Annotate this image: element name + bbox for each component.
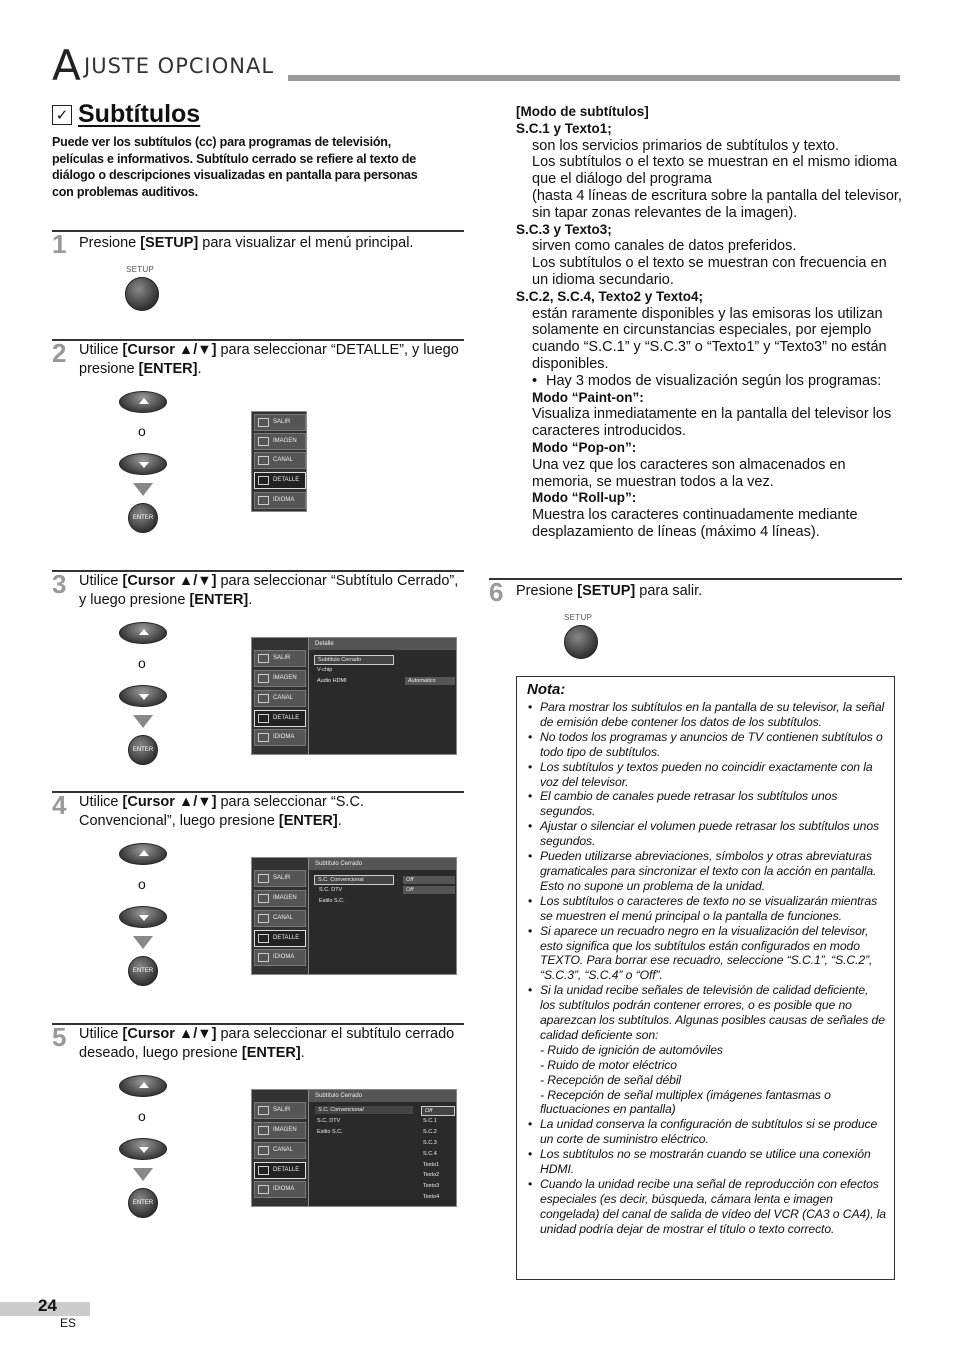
note-item: • Ajustar o silenciar el volumen puede retrasar los subtítulos unos segundos. xyxy=(527,819,886,849)
roll-up-title: Modo “Roll-up”: xyxy=(532,490,637,506)
intro-text: Puede ver los subtítulos (cc) para programas de televisión, películas e informativos. Subtítulo cerrado se refiere al texto de diálogo o descripciones visualizadas en pantalla para personas con problemas auditivos. xyxy=(52,135,418,199)
tv-menu-cc-options xyxy=(251,1089,457,1207)
note-item: • El cambio de canales puede retrasar los subtítulos unos segundos. xyxy=(527,789,886,819)
menu-item-idioma: IDIOMA xyxy=(254,492,306,509)
exit-icon xyxy=(258,874,269,883)
note-item: • Para mostrar los subtítulos en la pantalla de su televisor, la señal de emisión debe contener los datos de los subtítulos. xyxy=(527,700,886,730)
sc2-text: están raramente disponibles y las emisoras los utilizan solamente en circunstancias especiales, por ejemplo cuando “S.C.1” y “S.C.3” o “Texto1” y “Texto3” no están disponibles. xyxy=(532,305,887,372)
panel-row: S.C. Convencional xyxy=(315,1106,413,1114)
panel-title: Detalle xyxy=(309,638,456,650)
channel-icon xyxy=(258,914,269,923)
picture-icon xyxy=(258,674,269,683)
panel-row: Subtítulo Cerrado xyxy=(314,655,394,665)
sc1-text: Los subtítulos o el texto se muestran en el mismo idioma que el diálogo del programa xyxy=(532,154,898,188)
arrow-down-icon xyxy=(133,1168,153,1181)
menu-item-imagen: IMAGEN xyxy=(254,670,306,687)
exit-icon xyxy=(258,1106,269,1115)
note-cause: - Recepción de señal multiplex (imágenes fantasmas o fluctuaciones en pantalla) xyxy=(540,1087,831,1117)
menu-item-canal: CANAL xyxy=(254,452,306,469)
step-text: Utilice [Cursor ▲/▼] para seleccionar el subtítulo cerrado deseado, luego presione [ENTER]. xyxy=(79,1026,455,1061)
roll-up-text: Muestra los caracteres continuadamente mediante desplazamiento de líneas (máximo 4 líneas). xyxy=(532,507,858,540)
cc-option: S.C.1 xyxy=(423,1118,437,1124)
cursor-up-icon xyxy=(119,1075,167,1097)
cursor-down-icon xyxy=(119,1138,167,1160)
step-number: 1 xyxy=(52,229,67,259)
modes-title: [Modo de subtítulos] xyxy=(516,104,649,119)
panel-row: Estilo S.C. xyxy=(317,1129,343,1135)
page-language: ES xyxy=(60,1316,77,1330)
note-cause: - Ruido de ignición de automóviles xyxy=(540,1042,723,1057)
channel-icon xyxy=(258,1146,269,1155)
section-title xyxy=(52,100,200,129)
or-label: o xyxy=(138,876,146,892)
detail-icon xyxy=(258,1166,269,1175)
step-number: 5 xyxy=(52,1022,67,1052)
menu-item-idioma: IDIOMA xyxy=(254,729,306,746)
note-list xyxy=(527,700,886,1237)
cursor-down-icon xyxy=(119,906,167,928)
menu-item-salir: SALIR xyxy=(254,414,306,431)
step-text: Presione [SETUP] para salir. xyxy=(516,583,703,599)
panel-value: Off xyxy=(403,876,455,884)
detail-icon xyxy=(258,714,269,723)
sc3-title: S.C.3 y Texto3; xyxy=(516,221,612,237)
pop-on-text: Una vez que los caracteres son almacenados en memoria, se muestran todos a la vez. xyxy=(532,456,846,490)
channel-icon xyxy=(258,694,269,703)
cc-option: Texto4 xyxy=(423,1194,440,1200)
picture-icon xyxy=(258,437,269,446)
header-rule xyxy=(288,75,900,81)
menu-item-canal: CANAL xyxy=(254,690,306,707)
menu-item-detalle: DETALLE xyxy=(254,472,306,489)
cc-option: Texto1 xyxy=(423,1162,440,1168)
channel-icon xyxy=(258,456,269,465)
menu-item-salir: SALIR xyxy=(254,870,306,887)
note-item: • Los subtítulos no se mostrarán cuando se utilice una conexión HDMI. xyxy=(527,1147,886,1177)
note-cause: - Ruido de motor eléctrico xyxy=(540,1057,677,1072)
note-item: • Pueden utilizarse abreviaciones, símbolos y otras abreviaturas gramaticales para sincronizar el texto con la acción en pantalla. Esto no supone un problema de la unidad. xyxy=(527,849,886,894)
cursor-down-icon xyxy=(119,453,167,475)
panel-value: Automático xyxy=(405,677,455,685)
tv-menu-cc xyxy=(251,857,457,975)
step-divider xyxy=(489,578,902,580)
cc-option: S.C.3 xyxy=(423,1140,437,1146)
header-initial: A xyxy=(52,41,81,90)
panel-title: Subtítulo Cerrado xyxy=(309,1090,456,1102)
note-item: • Si aparece un recuadro negro en la visualización del televisor, esto significa que los subtítulos están configurados en modo TEXTO. Para borrar ese recuadro, seleccione “S.C.1”, “S.C.2”, “S.C.3”, “S.C.4” o “Off”. xyxy=(527,924,886,984)
setup-label: SETUP xyxy=(126,265,155,274)
menu-item-idioma: IDIOMA xyxy=(254,949,306,966)
or-label: o xyxy=(138,655,146,671)
setup-button-icon xyxy=(125,277,159,311)
panel-title: Subtítulo Cerrado xyxy=(309,858,456,870)
sc2-title: S.C.2, S.C.4, Texto2 y Texto4; xyxy=(516,288,704,304)
menu-item-detalle: DETALLE xyxy=(254,1162,306,1179)
cursor-up-icon xyxy=(119,391,167,413)
step-text: Utilice [Cursor ▲/▼] para seleccionar “Subtítulo Cerrado”, y luego presione [ENTER]. xyxy=(79,573,459,608)
header-title: JUSTE OPCIONAL xyxy=(84,54,275,78)
menu-item-idioma: IDIOMA xyxy=(254,1181,306,1198)
note-item: • Cuando la unidad recibe una señal de reproducción con efectos especiales (es decir, búsqueda, cámara lenta e imagen congelada) del canal de salida de vídeo del VCR (CA3 o CA4), la unidad podría dejar de mostrar el título o texto correcto. xyxy=(527,1177,886,1237)
pop-on-title: Modo “Pop-on”: xyxy=(532,439,637,455)
enter-button-icon: ENTER xyxy=(128,503,158,533)
menu-item-imagen: IMAGEN xyxy=(254,1122,306,1139)
menu-item-imagen: IMAGEN xyxy=(254,433,306,450)
enter-button-icon: ENTER xyxy=(128,1188,158,1218)
detail-icon xyxy=(258,934,269,943)
note-cause: - Recepción de señal débil xyxy=(540,1072,682,1087)
menu-item-canal: CANAL xyxy=(254,1142,306,1159)
language-icon xyxy=(258,953,269,962)
cc-panel xyxy=(308,858,456,974)
step-number: 3 xyxy=(52,569,67,599)
sc3-text: Los subtítulos o el texto se muestran con frecuencia en un idioma secundario. xyxy=(532,255,887,288)
detalle-panel xyxy=(308,638,456,754)
language-icon xyxy=(258,733,269,742)
setup-button-icon xyxy=(564,625,598,659)
cc-option: S.C.4 xyxy=(423,1151,437,1157)
step-number: 2 xyxy=(52,338,67,368)
tv-menu-main xyxy=(251,411,307,512)
cursor-up-icon xyxy=(119,843,167,865)
menu-item-detalle: DETALLE xyxy=(254,930,306,947)
step-divider xyxy=(52,230,464,232)
step-number: 6 xyxy=(489,577,504,607)
panel-value: Off xyxy=(403,886,455,894)
menu-item-imagen: IMAGEN xyxy=(254,890,306,907)
paint-on-text: Visualiza inmediatamente en la pantalla del televisor los caracteres introducidos. xyxy=(532,406,892,440)
enter-button-icon: ENTER xyxy=(128,956,158,986)
language-icon xyxy=(258,496,269,505)
cc-option: S.C.2 xyxy=(423,1129,437,1135)
setup-label: SETUP xyxy=(564,613,593,622)
cursor-up-icon xyxy=(119,622,167,644)
paint-on-title: Modo “Paint-on”: xyxy=(532,389,644,405)
note-item: • Los subtítulos y textos pueden no coincidir exactamente con la voz del televisor. xyxy=(527,760,886,790)
exit-icon xyxy=(258,654,269,663)
picture-icon xyxy=(258,894,269,903)
sc1-text: (hasta 4 líneas de escritura sobre la pantalla del televisor, sin tapar zonas relevantes de la imagen). xyxy=(532,187,902,221)
cc-option: Off xyxy=(421,1106,455,1116)
cc-option: Texto2 xyxy=(423,1172,440,1178)
menu-item-salir: SALIR xyxy=(254,1102,306,1119)
tv-menu-detalle xyxy=(251,637,457,755)
note-item: • La unidad conserva la configuración de subtítulos si se produce un corte de suministro eléctrico. xyxy=(527,1117,886,1147)
cursor-down-icon xyxy=(119,685,167,707)
menu-item-canal: CANAL xyxy=(254,910,306,927)
cc-option: Texto3 xyxy=(423,1183,440,1189)
note-item: • Si la unidad recibe señales de televisión de calidad deficiente, los subtítulos podrán contener errores, o es posible que no aparezcan los subtítulos. Algunas posibles causas de señales de calidad deficiente son: - Ruido de ignición de automóviles - Ruido de motor eléctrico - Recepción de señal débil - Recepción de señal multiplex (imágenes fantasmas o fluctuaciones en pantalla) xyxy=(527,983,886,1117)
or-label: o xyxy=(138,1108,146,1124)
panel-row: Audio HDMI xyxy=(317,678,347,684)
step-number: 4 xyxy=(52,790,67,820)
step-text: Utilice [Cursor ▲/▼] para seleccionar “S.C. Convencional”, luego presione [ENTER]. xyxy=(79,794,364,829)
sc3-text: sirven como canales de datos preferidos. xyxy=(532,238,797,255)
section-title-text: Subtítulos xyxy=(78,100,201,128)
or-label: o xyxy=(138,423,146,439)
panel-row: Estilo S.C. xyxy=(319,898,345,904)
panel-row: S.C. Convencional xyxy=(314,875,394,885)
panel-row: S.C. DTV xyxy=(319,887,343,893)
arrow-down-icon xyxy=(133,715,153,728)
step-text: Utilice [Cursor ▲/▼] para seleccionar “DETALLE”, y luego presione [ENTER]. xyxy=(79,342,459,377)
arrow-down-icon xyxy=(133,936,153,949)
panel-row: V-chip xyxy=(317,667,333,673)
menu-item-salir: SALIR xyxy=(254,650,306,667)
menu-item-detalle: DETALLE xyxy=(254,710,306,727)
note-box xyxy=(516,676,895,1280)
sc1-text: son los servicios primarios de subtítulos y texto. xyxy=(532,137,840,154)
arrow-down-icon xyxy=(133,483,153,496)
note-title: Nota: xyxy=(527,681,566,698)
checkbox-icon: ✓ xyxy=(52,105,72,125)
sc1-title: S.C.1 y Texto1; xyxy=(516,120,612,136)
subtitle-modes xyxy=(516,104,906,541)
page-header xyxy=(52,41,902,90)
cc-options-panel xyxy=(308,1090,456,1206)
exit-icon xyxy=(258,418,269,427)
page-number: 24 xyxy=(38,1296,57,1315)
detail-icon xyxy=(258,476,269,485)
step-text: Presione [SETUP] para visualizar el menú principal. xyxy=(79,235,414,251)
enter-button-icon: ENTER xyxy=(128,735,158,765)
picture-icon xyxy=(258,1126,269,1135)
modes-bullet: • Hay 3 modos de visualización según los programas: xyxy=(516,373,906,390)
panel-row: S.C. DTV xyxy=(317,1118,341,1124)
note-item: • No todos los programas y anuncios de TV contienen subtítulos o todo tipo de subtítulos. xyxy=(527,730,886,760)
language-icon xyxy=(258,1185,269,1194)
note-item: • Los subtítulos o caracteres de texto no se visualizarán mientras se muestren el menú principal o la pantalla de funciones. xyxy=(527,894,886,924)
